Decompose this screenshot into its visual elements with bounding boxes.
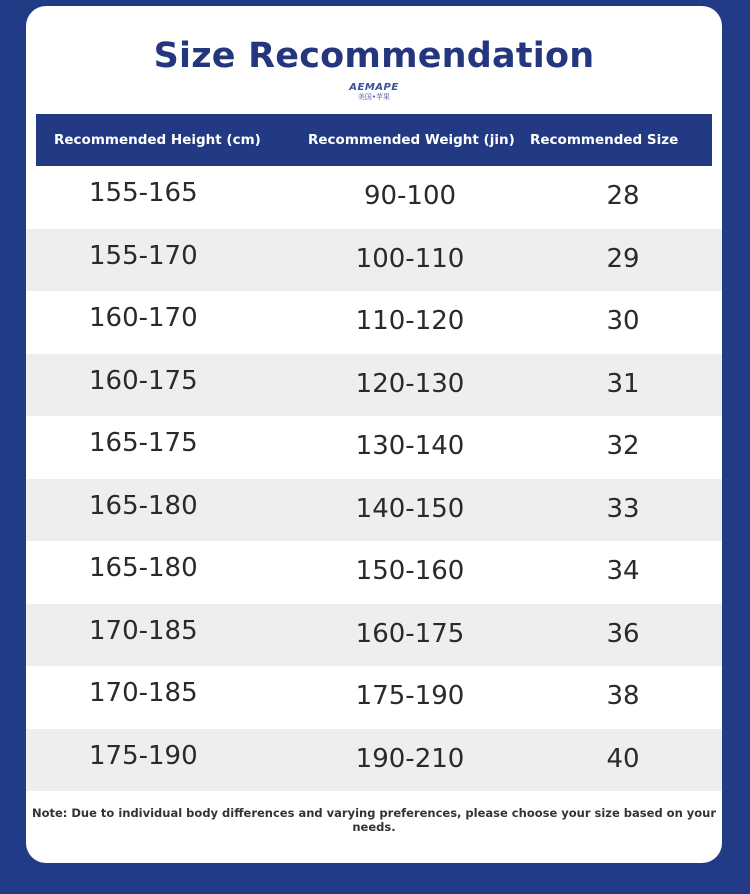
header-size: Recommended Size bbox=[530, 132, 679, 148]
height-cell: 155-170 bbox=[89, 240, 198, 271]
table-row bbox=[26, 604, 722, 667]
table-row bbox=[26, 291, 722, 354]
height-cell: 160-175 bbox=[89, 365, 198, 396]
brand-logo bbox=[26, 83, 722, 102]
weight-cell: 100-110 bbox=[355, 243, 465, 274]
table-row bbox=[26, 666, 722, 729]
size-chart-card bbox=[26, 6, 722, 863]
weight-cell: 150-160 bbox=[355, 556, 465, 586]
header-weight: Recommended Weight (jin) bbox=[308, 132, 515, 148]
weight-cell: 120-130 bbox=[355, 368, 465, 399]
weight-cell: 130-140 bbox=[355, 431, 465, 461]
page-title: Size Recommendation bbox=[153, 36, 595, 76]
height-cell: 165-180 bbox=[89, 553, 198, 583]
table-row bbox=[26, 229, 722, 292]
weight-cell: 160-175 bbox=[355, 618, 465, 649]
height-cell: 170-185 bbox=[89, 678, 198, 708]
size-cell: 40 bbox=[606, 743, 640, 774]
table-row bbox=[26, 541, 722, 604]
table-row bbox=[26, 416, 722, 479]
brand-logo-text: AEMAPE bbox=[349, 82, 399, 93]
table-body bbox=[26, 166, 722, 791]
size-cell: 32 bbox=[606, 431, 640, 461]
weight-cell: 110-120 bbox=[355, 306, 465, 336]
table-row bbox=[26, 479, 722, 542]
size-cell: 31 bbox=[606, 368, 640, 399]
weight-cell: 90-100 bbox=[363, 181, 457, 211]
table-header bbox=[36, 114, 712, 166]
table-row bbox=[26, 354, 722, 417]
size-cell: 28 bbox=[606, 181, 640, 211]
brand-logo-subtext: 美国•苹果 bbox=[357, 93, 391, 101]
weight-cell: 190-210 bbox=[355, 743, 465, 774]
table-row bbox=[26, 166, 722, 229]
weight-cell: 140-150 bbox=[355, 493, 465, 524]
size-cell: 36 bbox=[606, 618, 640, 649]
height-cell: 170-185 bbox=[89, 615, 198, 646]
height-cell: 155-165 bbox=[89, 178, 198, 208]
size-cell: 29 bbox=[606, 243, 640, 274]
table-row bbox=[26, 729, 722, 792]
height-cell: 165-175 bbox=[89, 428, 198, 458]
size-cell: 34 bbox=[606, 556, 640, 586]
height-cell: 175-190 bbox=[89, 740, 198, 771]
header-height: Recommended Height (cm) bbox=[54, 132, 261, 148]
size-cell: 30 bbox=[606, 306, 640, 336]
weight-cell: 175-190 bbox=[355, 681, 465, 711]
size-note: Note: Due to individual body differences and varying preferences, please choose your size based on your needs. bbox=[31, 806, 717, 834]
size-cell: 38 bbox=[606, 681, 640, 711]
height-cell: 165-180 bbox=[89, 490, 198, 521]
height-cell: 160-170 bbox=[89, 303, 198, 333]
size-cell: 33 bbox=[606, 493, 640, 524]
